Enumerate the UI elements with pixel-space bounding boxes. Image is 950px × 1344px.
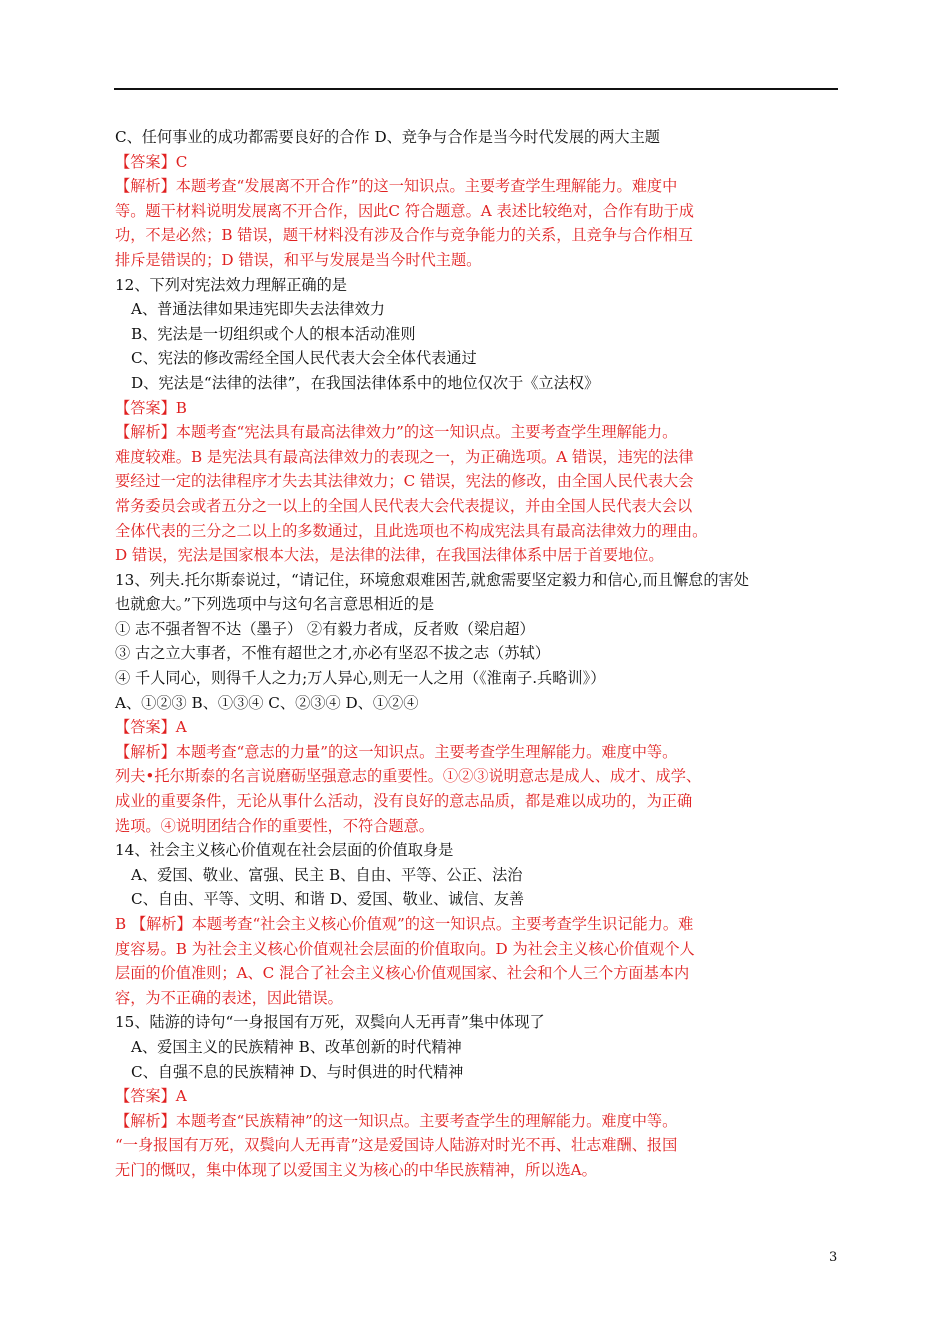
question-line: C、任何事业的成功都需要良好的合作 D、竞争与合作是当今时代发展的两大主题 — [115, 128, 660, 146]
answer-analysis-line: 等。题干材料说明发展离不开合作，因此C 符合题意。A 表述比较绝对，合作有助于成 — [115, 201, 694, 220]
question-line: A、①②③ B、①③④ C、②③④ D、①②④ — [115, 693, 419, 712]
answer-analysis-line: 【答案】A — [115, 1087, 187, 1106]
question-line: 14、社会主义核心价值观在社会层面的价值取身是 — [115, 841, 454, 860]
answer-analysis-line: 无门的慨叹，集中体现了以爱国主义为核心的中华民族精神，所以选A。 — [115, 1160, 597, 1179]
answer-analysis-line: 常务委员会或者五分之一以上的全国人民代表大会代表提议，并由全国人民代表大会以 — [115, 496, 693, 515]
answer-analysis-line: 【解析】本题考查“发展离不开合作”的这一知识点。主要考查学生理解能力。难度中 — [115, 177, 678, 196]
answer-analysis-line: 成业的重要条件，无论从事什么活动，没有良好的意志品质，都是难以成功的，为正确 — [115, 792, 693, 811]
option-line: A、爱国、敬业、富强、民主 B、自由、平等、公正、法治 — [131, 865, 523, 884]
option-line: D、宪法是“法律的法律”，在我国法律体系中的地位仅次于《立法权》 — [131, 373, 600, 392]
option-line: B、宪法是一切组织或个人的根本活动准则 — [131, 324, 416, 343]
question-line: ③ 古之立大事者，不惟有超世之才,亦必有坚忍不拔之志（苏轼） — [115, 644, 550, 663]
answer-analysis-line: 度容易。B 为社会主义核心价值观社会层面的价值取向。D 为社会主义核心价值观个人 — [115, 939, 695, 958]
answer-analysis-line: 【解析】本题考查“宪法具有最高法律效力”的这一知识点。主要考查学生理解能力。 — [115, 423, 678, 442]
header-rule — [114, 88, 838, 90]
answer-analysis-line: 功，不是必然；B 错误，题干材料没有涉及合作与竞争能力的关系，且竞争与合作相互 — [115, 226, 693, 245]
answer-analysis-line: 全体代表的三分之二以上的多数通过，且此选项也不构成宪法具有最高法律效力的理由。 — [115, 521, 708, 540]
question-line: 12、下列对宪法效力理解正确的是 — [115, 275, 347, 294]
answer-analysis-line: 选项。④说明团结合作的重要性，不符合题意。 — [115, 816, 434, 835]
option-line: C、宪法的修改需经全国人民代表大会全体代表通过 — [131, 349, 477, 368]
answer-analysis-line: 层面的价值准则；A、C 混合了社会主义核心价值观国家、社会和个人三个方面基本内 — [115, 964, 690, 983]
answer-analysis-line: D 错误，宪法是国家根本大法，是法律的法律，在我国法律体系中居于首要地位。 — [115, 546, 664, 565]
answer-analysis-line: 【答案】B — [115, 398, 187, 417]
question-line: 15、陆游的诗句“一身报国有万死，双鬓向人无再青”集中体现了 — [115, 1013, 545, 1032]
question-line: 13、列夫.托尔斯泰说过，“请记住，环境愈艰难困苦,就愈需要坚定毅力和信心,而且懈怠的害处 — [115, 570, 749, 589]
question-line: ① 志不强者智不达（墨子） ②有毅力者成，反者败（梁启超） — [115, 619, 535, 638]
answer-analysis-line: 【解析】本题考查“民族精神”的这一知识点。主要考查学生的理解能力。难度中等。 — [115, 1111, 678, 1130]
answer-analysis-line: 【答案】A — [115, 718, 187, 737]
answer-analysis-line: 难度较难。B 是宪法具有最高法律效力的表现之一，为正确选项。A 错误，违宪的法律 — [115, 447, 694, 466]
answer-analysis-line: 要经过一定的法律程序才失去其法律效力；C 错误，宪法的修改，由全国人民代表大会 — [115, 472, 694, 491]
document-body — [115, 125, 845, 1183]
option-line: C、自由、平等、文明、和谐 D、爱国、敬业、诚信、友善 — [131, 890, 525, 909]
answer-analysis-line: 【解析】本题考查“意志的力量”的这一知识点。主要考查学生理解能力。难度中等。 — [115, 742, 678, 761]
answer-analysis-line: 排斥是错误的；D 错误，和平与发展是当今时代主题。 — [115, 250, 482, 269]
page-number: 3 — [829, 1250, 838, 1265]
answer-analysis-line: 列夫•托尔斯泰的名言说磨砺坚强意志的重要性。①②③说明意志是成人、成才、成学、 — [115, 767, 702, 786]
answer-analysis-line: “一身报国有万死，双鬓向人无再青”这是爱国诗人陆游对时光不再、壮志难酬、报国 — [115, 1136, 678, 1155]
answer-analysis-line: 容，为不正确的表述，因此错误。 — [115, 988, 343, 1007]
answer-analysis-line: 【答案】C — [115, 152, 188, 171]
option-line: A、普通法律如果违宪即失去法律效力 — [131, 300, 385, 319]
option-line: C、自强不息的民族精神 D、与时俱进的时代精神 — [131, 1062, 464, 1081]
option-line: A、爱国主义的民族精神 B、改革创新的时代精神 — [131, 1037, 462, 1056]
question-line: ④ 千人同心，则得千人之力;万人异心,则无一人之用（《淮南子.兵略训》） — [115, 669, 606, 688]
answer-analysis-line: B 【解析】本题考查“社会主义核心价值观”的这一知识点。主要考查学生识记能力。难 — [115, 915, 694, 933]
question-line: 也就愈大。”下列选项中与这句名言意思相近的是 — [115, 595, 435, 614]
